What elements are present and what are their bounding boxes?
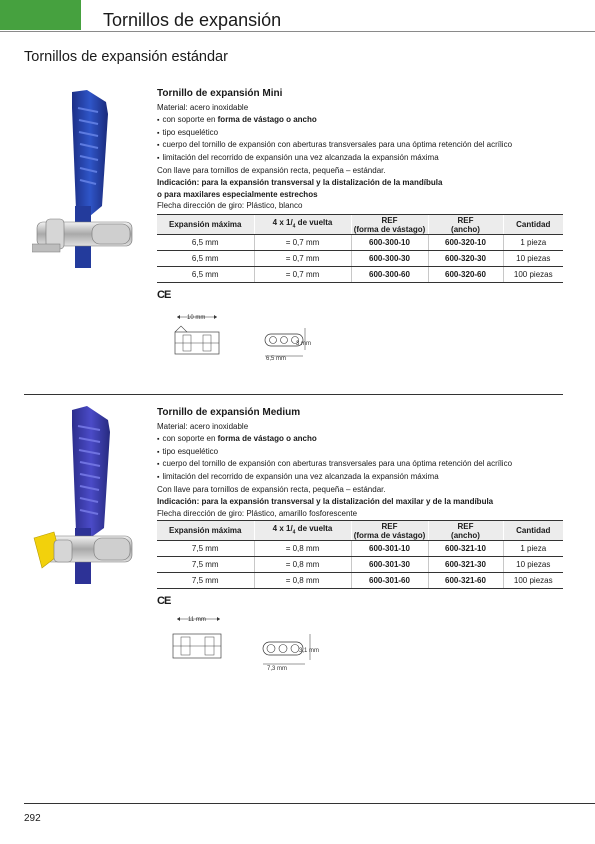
product-mini	[157, 88, 563, 212]
product-name: Tornillo de expansión Medium	[157, 407, 301, 418]
material: Material: acero inoxidable	[157, 422, 249, 431]
table-row: 7,5 mm = 0,8 mm 600-301-30 600-321-30 10 piezas	[157, 557, 563, 573]
page-title: Tornillos de expansión	[103, 10, 282, 30]
feature-list	[157, 114, 563, 165]
dim-width: 6,5 mm	[266, 356, 287, 362]
feature-item: ▪ cuerpo del tornillo de expansión con aberturas transversales para una óptima retención del acrílico	[157, 139, 563, 152]
col-turn: 4 x $1/_4$ de vuelta	[254, 521, 351, 541]
col-ref-shank: REF (forma de vástago)	[351, 521, 428, 541]
mini-screw-image	[32, 88, 142, 273]
ce-mark: CE	[157, 289, 171, 301]
col-ref-wide: REF (ancho)	[428, 215, 503, 235]
feature-item: ▪ limitación del recorrido de expansión una vez alcanzada la expansión máxima	[157, 152, 563, 165]
product-name: Tornillo de expansión Mini	[157, 88, 283, 99]
col-quantity: Cantidad	[503, 521, 563, 541]
feature-item: ▪ con soporte en forma de vástago o ancho	[157, 114, 563, 127]
col-expansion: Expansión máxima	[157, 215, 254, 235]
indication: Indicación: para la expansión transversal y la distalización de la mandíbula	[157, 177, 443, 187]
table-header-row	[157, 215, 563, 235]
section-divider	[24, 394, 563, 395]
feature-list	[157, 433, 563, 484]
mini-dimension-drawing	[165, 310, 325, 365]
indication: Indicación: para la expansión transversal y la distalización del maxilar y de la mandíbula	[157, 496, 494, 506]
key-note: Con llave para tornillos de expansión recta, pequeña – estándar.	[157, 165, 386, 175]
feature-item: ▪ limitación del recorrido de expansión una vez alcanzada la expansión máxima	[157, 471, 563, 484]
footer-divider	[24, 803, 595, 804]
product-medium	[157, 407, 563, 519]
arrow-note: Flecha dirección de giro: Plástico, blanco	[157, 201, 303, 211]
indication-cont: o para maxilares especialmente estrechos	[157, 189, 318, 199]
table-row: 7,5 mm = 0,8 mm 600-301-10 600-321-10 1 pieza	[157, 541, 563, 557]
table-header-row	[157, 521, 563, 541]
feature-item: ▪ tipo esquelético	[157, 446, 563, 459]
material: Material: acero inoxidable	[157, 103, 249, 112]
table-row: 6,5 mm = 0,7 mm 600-300-10 600-320-10 1 pieza	[157, 235, 563, 251]
feature-item: ▪ cuerpo del tornillo de expansión con aberturas transversales para una óptima retención del acrílico	[157, 458, 563, 471]
ce-mark: CE	[157, 595, 171, 607]
arrow-note: Flecha dirección de giro: Plástico, amarillo fosforescente	[157, 508, 358, 518]
feature-item: ▪ tipo esquelético	[157, 127, 563, 140]
medium-screw-image	[32, 404, 142, 589]
chapter-tab	[0, 0, 81, 30]
header-divider	[0, 31, 595, 32]
dim-height: 3 mm	[296, 341, 311, 347]
section-title: Tornillos de expansión estándar	[24, 49, 228, 65]
dim-length: 10 mm	[187, 315, 206, 321]
col-ref-shank: REF (forma de vástago)	[351, 215, 428, 235]
spec-table-medium	[157, 520, 563, 589]
dim-width: 7,3 mm	[267, 666, 288, 672]
key-note: Con llave para tornillos de expansión recta, pequeña – estándar.	[157, 484, 386, 494]
dim-height: 3,1 mm	[299, 648, 320, 654]
medium-dimension-drawing	[165, 612, 335, 674]
table-row: 7,5 mm = 0,8 mm 600-301-60 600-321-60 100 piezas	[157, 573, 563, 589]
spec-table-mini	[157, 214, 563, 283]
dim-length: 11 mm	[188, 617, 206, 623]
feature-item: ▪ con soporte en forma de vástago o ancho	[157, 433, 563, 446]
col-quantity: Cantidad	[503, 215, 563, 235]
col-ref-wide: REF (ancho)	[428, 521, 503, 541]
table-row: 6,5 mm = 0,7 mm 600-300-60 600-320-60 100 piezas	[157, 267, 563, 283]
col-turn: 4 x $1/_4$ de vuelta	[254, 215, 351, 235]
col-expansion: Expansión máxima	[157, 521, 254, 541]
page-number: 292	[24, 813, 41, 824]
table-row: 6,5 mm = 0,7 mm 600-300-30 600-320-30 10 piezas	[157, 251, 563, 267]
